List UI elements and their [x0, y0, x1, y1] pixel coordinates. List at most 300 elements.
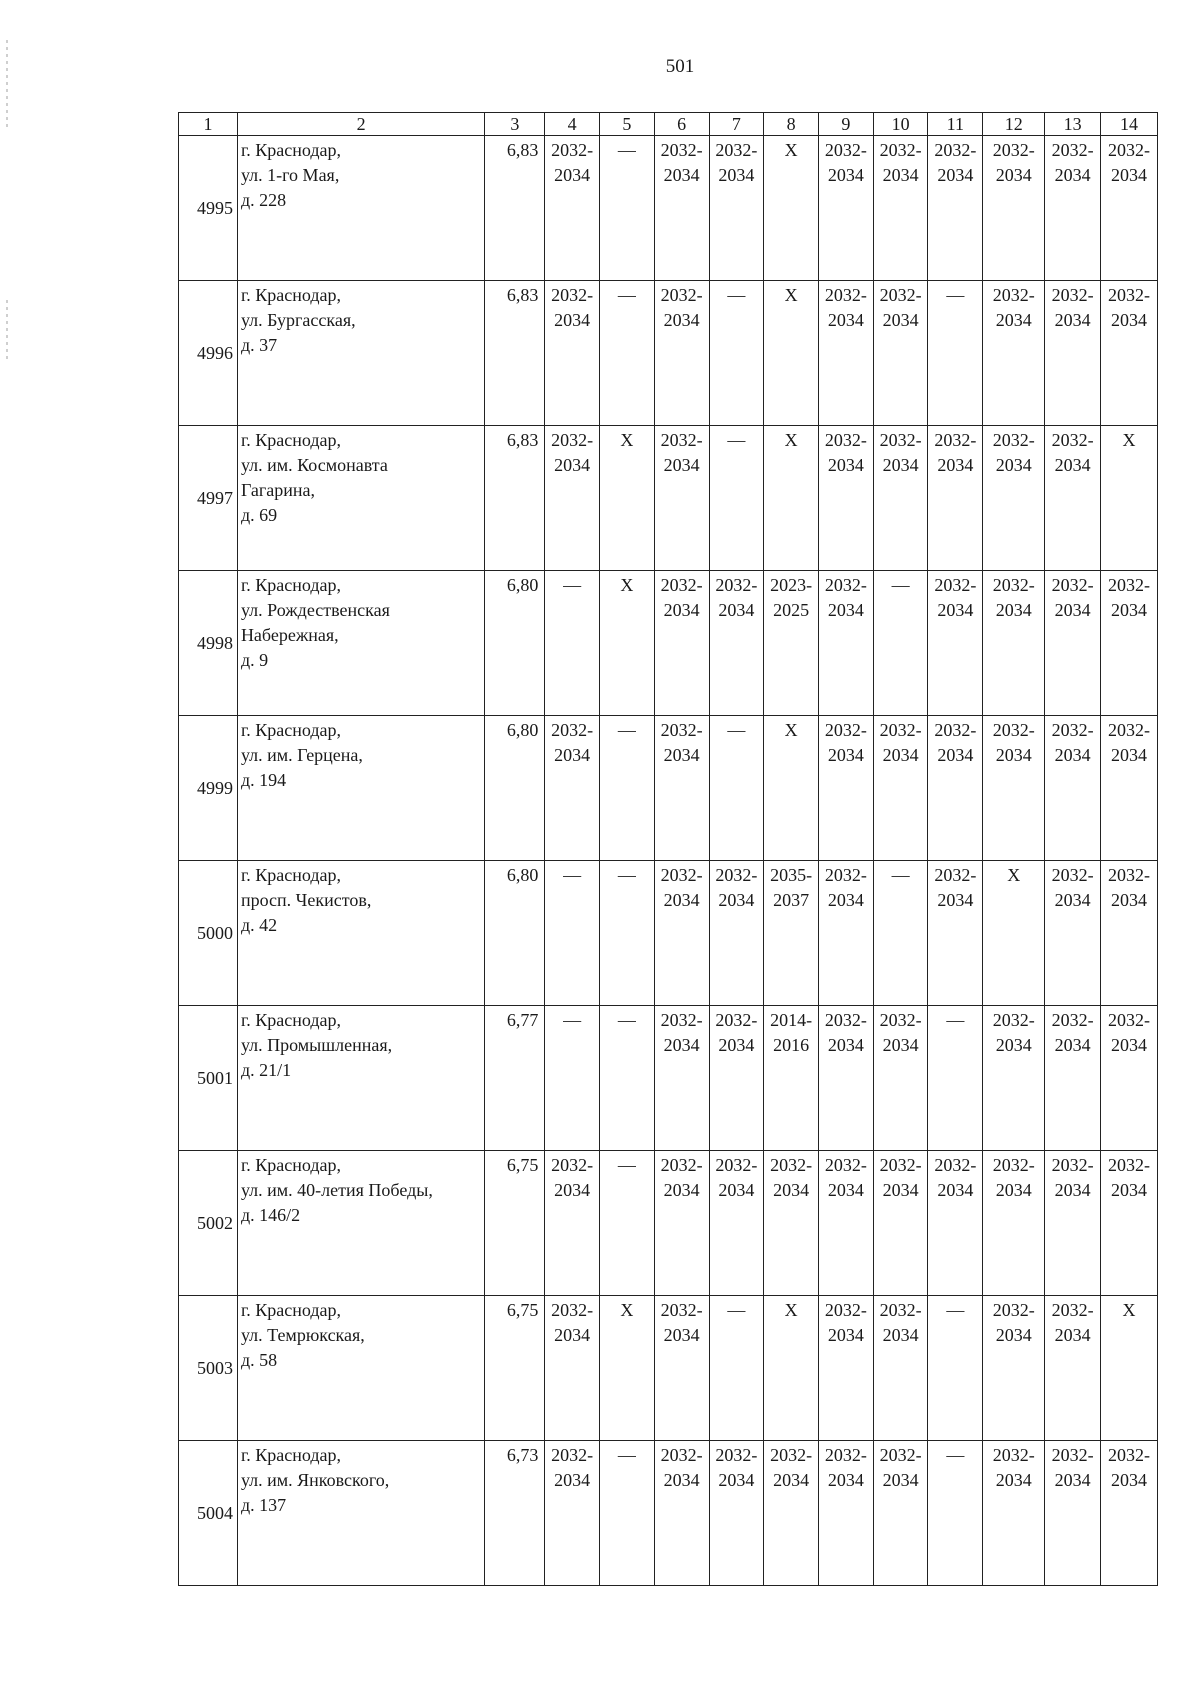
not-applicable-mark: X [784, 140, 798, 160]
address-line: ул. 1-го Мая, [240, 165, 340, 185]
period-end: 2034 [937, 455, 974, 475]
address-line: д. 42 [240, 915, 278, 935]
period-cell [928, 1151, 983, 1296]
period-cell [873, 716, 928, 861]
period-cell [654, 426, 709, 571]
period-cell [764, 1006, 819, 1151]
period-cell [1101, 1296, 1158, 1441]
period-cell [1045, 281, 1101, 426]
period-cell [545, 1151, 600, 1296]
period-cell [873, 136, 928, 281]
table-row [179, 716, 1158, 861]
period-end: 2034 [1111, 310, 1148, 330]
period-end: 2034 [827, 890, 864, 910]
address-line: ул. им. Янковского, [240, 1470, 390, 1490]
period-end: 2034 [718, 890, 755, 910]
period-end: 2034 [827, 745, 864, 765]
period-cell [983, 1006, 1045, 1151]
address-line: д. 228 [240, 190, 287, 210]
period-cell [818, 716, 873, 861]
score-cell: 6,83 [485, 136, 545, 281]
row-number: 4998 [179, 571, 238, 716]
period-start: 2032- [934, 430, 977, 450]
dash-mark: — [563, 1010, 582, 1030]
period-start: 2032- [1108, 575, 1151, 595]
period-cell [600, 571, 655, 716]
period-start: 2032- [1051, 1010, 1094, 1030]
address-cell [237, 1296, 484, 1441]
period-start: 2014- [770, 1010, 813, 1030]
table-body [179, 113, 1158, 1586]
page-number: 501 [665, 56, 695, 77]
period-end: 2034 [937, 1180, 974, 1200]
period-cell [709, 861, 764, 1006]
period-cell [873, 1006, 928, 1151]
period-end: 2034 [937, 165, 974, 185]
score-cell: 6,80 [485, 716, 545, 861]
period-end: 2034 [995, 165, 1032, 185]
address-cell [237, 1441, 484, 1586]
period-cell [983, 281, 1045, 426]
address-line: д. 137 [240, 1495, 287, 1515]
row-number: 4999 [179, 716, 238, 861]
period-end: 2034 [663, 890, 700, 910]
period-start: 2032- [1108, 285, 1151, 305]
period-start: 2032- [715, 1010, 758, 1030]
period-cell [709, 1006, 764, 1151]
period-end: 2034 [882, 1470, 919, 1490]
score-cell: 6,83 [485, 426, 545, 571]
period-start: 2032- [824, 865, 867, 885]
period-cell [873, 1151, 928, 1296]
period-cell [654, 1006, 709, 1151]
dash-mark: — [563, 575, 582, 595]
address-line: д. 194 [240, 770, 287, 790]
address-line: Гагарина, [240, 480, 316, 500]
period-cell [818, 1441, 873, 1586]
period-cell [709, 281, 764, 426]
period-start: 2032- [660, 865, 703, 885]
period-cell [600, 426, 655, 571]
period-cell [654, 281, 709, 426]
period-start: 2032- [879, 140, 922, 160]
period-cell [1045, 571, 1101, 716]
period-start: 2032- [992, 285, 1035, 305]
period-start: 2032- [934, 575, 977, 595]
table-row [179, 281, 1158, 426]
period-start: 2032- [879, 285, 922, 305]
period-end: 2034 [554, 1470, 591, 1490]
period-cell [928, 1441, 983, 1586]
period-cell [928, 571, 983, 716]
period-start: 2032- [879, 1010, 922, 1030]
period-cell [600, 716, 655, 861]
period-cell [873, 426, 928, 571]
address-cell [237, 281, 484, 426]
column-number-header: 13 [1045, 113, 1101, 136]
not-applicable-mark: X [1122, 1300, 1136, 1320]
period-start: 2032- [824, 1445, 867, 1465]
period-cell [600, 1006, 655, 1151]
period-end: 2034 [718, 600, 755, 620]
column-number-header: 7 [709, 113, 764, 136]
period-cell [545, 426, 600, 571]
period-start: 2032- [1108, 1010, 1151, 1030]
period-cell [983, 1151, 1045, 1296]
period-start: 2032- [1051, 1155, 1094, 1175]
period-cell [983, 1441, 1045, 1586]
period-end: 2034 [827, 455, 864, 475]
period-cell [928, 716, 983, 861]
period-cell [818, 1006, 873, 1151]
address-line: д. 146/2 [240, 1205, 301, 1225]
period-end: 2034 [663, 1035, 700, 1055]
period-start: 2032- [879, 1300, 922, 1320]
period-end: 2034 [663, 455, 700, 475]
period-end: 2034 [995, 1035, 1032, 1055]
period-cell [983, 1296, 1045, 1441]
period-end: 2034 [882, 455, 919, 475]
period-cell [764, 716, 819, 861]
address-line: просп. Чекистов, [240, 890, 372, 910]
column-number-header: 8 [764, 113, 819, 136]
period-start: 2032- [1051, 140, 1094, 160]
period-cell [764, 861, 819, 1006]
period-cell [873, 281, 928, 426]
period-cell [654, 1441, 709, 1586]
period-end: 2034 [995, 1470, 1032, 1490]
period-start: 2032- [934, 140, 977, 160]
period-start: 2032- [551, 430, 594, 450]
scan-edge-mark [6, 300, 8, 360]
period-start: 2032- [770, 1155, 813, 1175]
period-start: 2032- [1051, 575, 1094, 595]
period-cell [1045, 1296, 1101, 1441]
period-end: 2034 [937, 890, 974, 910]
period-cell [709, 1441, 764, 1586]
dash-mark: — [617, 285, 636, 305]
period-start: 2032- [992, 140, 1035, 160]
period-end: 2034 [827, 1180, 864, 1200]
period-start: 2032- [715, 865, 758, 885]
row-number: 4995 [179, 136, 238, 281]
period-start: 2032- [934, 720, 977, 740]
period-end: 2034 [663, 1325, 700, 1345]
period-end: 2034 [995, 310, 1032, 330]
period-end: 2034 [937, 745, 974, 765]
period-cell [1101, 716, 1158, 861]
not-applicable-mark: X [784, 1300, 798, 1320]
period-cell [600, 136, 655, 281]
period-cell [1101, 1441, 1158, 1586]
period-end: 2034 [718, 1470, 755, 1490]
period-end: 2034 [1111, 745, 1148, 765]
dash-mark: — [617, 720, 636, 740]
not-applicable-mark: X [784, 430, 798, 450]
period-start: 2032- [1051, 1445, 1094, 1465]
period-end: 2034 [663, 165, 700, 185]
period-cell [709, 1151, 764, 1296]
period-cell [764, 1441, 819, 1586]
period-start: 2032- [660, 575, 703, 595]
dash-mark: — [727, 430, 746, 450]
period-end: 2034 [937, 600, 974, 620]
row-number: 5004 [179, 1441, 238, 1586]
row-number: 4996 [179, 281, 238, 426]
period-end: 2034 [995, 455, 1032, 475]
period-end: 2034 [718, 1035, 755, 1055]
row-number: 5001 [179, 1006, 238, 1151]
address-line: ул. им. 40-летия Победы, [240, 1180, 433, 1200]
period-end: 2034 [882, 310, 919, 330]
address-line: г. Краснодар, [240, 575, 342, 595]
address-cell [237, 571, 484, 716]
period-start: 2032- [715, 575, 758, 595]
not-applicable-mark: X [1007, 865, 1021, 885]
period-cell [545, 1296, 600, 1441]
dash-mark: — [727, 285, 746, 305]
period-end: 2034 [827, 165, 864, 185]
dash-mark: — [946, 1300, 965, 1320]
address-line: ул. Промышленная, [240, 1035, 393, 1055]
period-cell [709, 571, 764, 716]
score-cell: 6,83 [485, 281, 545, 426]
period-cell [709, 426, 764, 571]
period-cell [764, 1151, 819, 1296]
period-cell [1045, 1006, 1101, 1151]
dash-mark: — [946, 1445, 965, 1465]
address-line: г. Краснодар, [240, 1155, 342, 1175]
period-end: 2034 [663, 745, 700, 765]
address-line: г. Краснодар, [240, 865, 342, 885]
period-cell [764, 426, 819, 571]
period-cell [545, 861, 600, 1006]
address-line: д. 69 [240, 505, 278, 525]
address-line: д. 9 [240, 650, 269, 670]
period-cell [873, 1441, 928, 1586]
address-line: ул. Темрюкская, [240, 1325, 365, 1345]
period-cell [983, 716, 1045, 861]
period-cell [654, 571, 709, 716]
period-end: 2034 [1054, 1180, 1091, 1200]
row-number: 5000 [179, 861, 238, 1006]
period-end: 2034 [1054, 1325, 1091, 1345]
period-cell [1045, 136, 1101, 281]
table-row [179, 1006, 1158, 1151]
period-start: 2035- [770, 865, 813, 885]
period-end: 2034 [1054, 1470, 1091, 1490]
not-applicable-mark: X [620, 575, 634, 595]
dash-mark: — [946, 1010, 965, 1030]
period-start: 2032- [551, 1300, 594, 1320]
period-cell [1101, 426, 1158, 571]
period-end: 2034 [1111, 165, 1148, 185]
period-end: 2034 [995, 745, 1032, 765]
period-end: 2034 [554, 1180, 591, 1200]
period-start: 2023- [770, 575, 813, 595]
address-line: ул. им. Герцена, [240, 745, 363, 765]
dash-mark: — [617, 1445, 636, 1465]
period-cell [818, 426, 873, 571]
period-cell [545, 281, 600, 426]
period-end: 2034 [554, 745, 591, 765]
period-cell [654, 861, 709, 1006]
period-cell [709, 1296, 764, 1441]
period-end: 2034 [554, 455, 591, 475]
period-cell [600, 281, 655, 426]
address-line: г. Краснодар, [240, 430, 342, 450]
period-cell [983, 426, 1045, 571]
row-number: 5003 [179, 1296, 238, 1441]
period-start: 2032- [1108, 1155, 1151, 1175]
period-end: 2034 [663, 600, 700, 620]
period-cell [1045, 861, 1101, 1006]
period-start: 2032- [1051, 430, 1094, 450]
table-row [179, 136, 1158, 281]
period-cell [545, 716, 600, 861]
period-start: 2032- [824, 1300, 867, 1320]
address-line: г. Краснодар, [240, 720, 342, 740]
period-start: 2032- [1051, 865, 1094, 885]
period-end: 2034 [773, 1470, 810, 1490]
period-start: 2032- [551, 1445, 594, 1465]
period-cell [654, 1151, 709, 1296]
address-cell [237, 136, 484, 281]
period-cell [818, 861, 873, 1006]
period-end: 2034 [663, 310, 700, 330]
period-cell [1101, 1006, 1158, 1151]
address-cell [237, 861, 484, 1006]
column-number-header: 12 [983, 113, 1045, 136]
table-row [179, 1151, 1158, 1296]
address-line: ул. Рождественская [240, 600, 390, 620]
not-applicable-mark: X [1122, 430, 1136, 450]
column-number-header: 11 [928, 113, 983, 136]
period-end: 2034 [995, 600, 1032, 620]
address-line: г. Краснодар, [240, 140, 342, 160]
period-start: 2032- [551, 285, 594, 305]
period-end: 2034 [1054, 890, 1091, 910]
address-line: д. 58 [240, 1350, 278, 1370]
address-line: д. 37 [240, 335, 278, 355]
period-cell [983, 136, 1045, 281]
period-start: 2032- [660, 720, 703, 740]
period-end: 2034 [827, 1470, 864, 1490]
period-start: 2032- [660, 430, 703, 450]
period-start: 2032- [934, 865, 977, 885]
period-end: 2034 [1054, 1035, 1091, 1055]
dash-mark: — [617, 865, 636, 885]
column-number-header: 14 [1101, 113, 1158, 136]
score-cell: 6,80 [485, 571, 545, 716]
period-end: 2034 [882, 165, 919, 185]
period-cell [1045, 1441, 1101, 1586]
period-end: 2034 [827, 310, 864, 330]
period-start: 2032- [1108, 720, 1151, 740]
period-start: 2032- [1051, 285, 1094, 305]
address-line: г. Краснодар, [240, 1445, 342, 1465]
period-end: 2034 [1054, 600, 1091, 620]
period-start: 2032- [660, 1445, 703, 1465]
period-start: 2032- [824, 575, 867, 595]
period-cell [600, 861, 655, 1006]
period-end: 2034 [882, 1035, 919, 1055]
period-start: 2032- [879, 1445, 922, 1465]
period-start: 2032- [824, 1010, 867, 1030]
period-cell [928, 1296, 983, 1441]
dash-mark: — [563, 865, 582, 885]
period-end: 2034 [1111, 1470, 1148, 1490]
address-cell [237, 1151, 484, 1296]
period-start: 2032- [715, 1445, 758, 1465]
period-cell [709, 136, 764, 281]
dash-mark: — [727, 1300, 746, 1320]
period-start: 2032- [660, 1300, 703, 1320]
period-cell [764, 571, 819, 716]
table-row [179, 1441, 1158, 1586]
period-start: 2032- [1108, 1445, 1151, 1465]
not-applicable-mark: X [784, 720, 798, 740]
period-start: 2032- [551, 720, 594, 740]
column-number-header: 6 [654, 113, 709, 136]
period-end: 2034 [1054, 165, 1091, 185]
dash-mark: — [617, 1155, 636, 1175]
period-start: 2032- [770, 1445, 813, 1465]
period-end: 2037 [773, 890, 810, 910]
score-cell: 6,75 [485, 1151, 545, 1296]
period-start: 2032- [992, 1155, 1035, 1175]
period-cell [1101, 861, 1158, 1006]
period-end: 2034 [827, 1035, 864, 1055]
period-start: 2032- [1051, 720, 1094, 740]
address-cell [237, 426, 484, 571]
address-cell [237, 1006, 484, 1151]
period-end: 2034 [827, 1325, 864, 1345]
period-start: 2032- [824, 1155, 867, 1175]
period-start: 2032- [660, 140, 703, 160]
period-start: 2032- [824, 720, 867, 740]
period-end: 2034 [1111, 600, 1148, 620]
address-line: г. Краснодар, [240, 285, 342, 305]
period-start: 2032- [992, 720, 1035, 740]
period-start: 2032- [551, 140, 594, 160]
period-cell [1045, 1151, 1101, 1296]
period-cell [983, 861, 1045, 1006]
period-end: 2034 [1111, 890, 1148, 910]
period-cell [600, 1296, 655, 1441]
period-start: 2032- [879, 720, 922, 740]
period-start: 2032- [992, 575, 1035, 595]
period-cell [1101, 1151, 1158, 1296]
score-cell: 6,77 [485, 1006, 545, 1151]
period-start: 2032- [1108, 865, 1151, 885]
period-cell [818, 1151, 873, 1296]
dash-mark: — [617, 1010, 636, 1030]
period-end: 2034 [995, 1180, 1032, 1200]
period-cell [1045, 426, 1101, 571]
table-row [179, 426, 1158, 571]
dash-mark: — [946, 285, 965, 305]
period-end: 2034 [554, 165, 591, 185]
period-cell [928, 1006, 983, 1151]
period-start: 2032- [879, 430, 922, 450]
period-start: 2032- [992, 1010, 1035, 1030]
column-number-header: 2 [237, 113, 484, 136]
period-end: 2034 [718, 1180, 755, 1200]
period-start: 2032- [992, 1300, 1035, 1320]
period-cell [764, 281, 819, 426]
score-cell: 6,73 [485, 1441, 545, 1586]
